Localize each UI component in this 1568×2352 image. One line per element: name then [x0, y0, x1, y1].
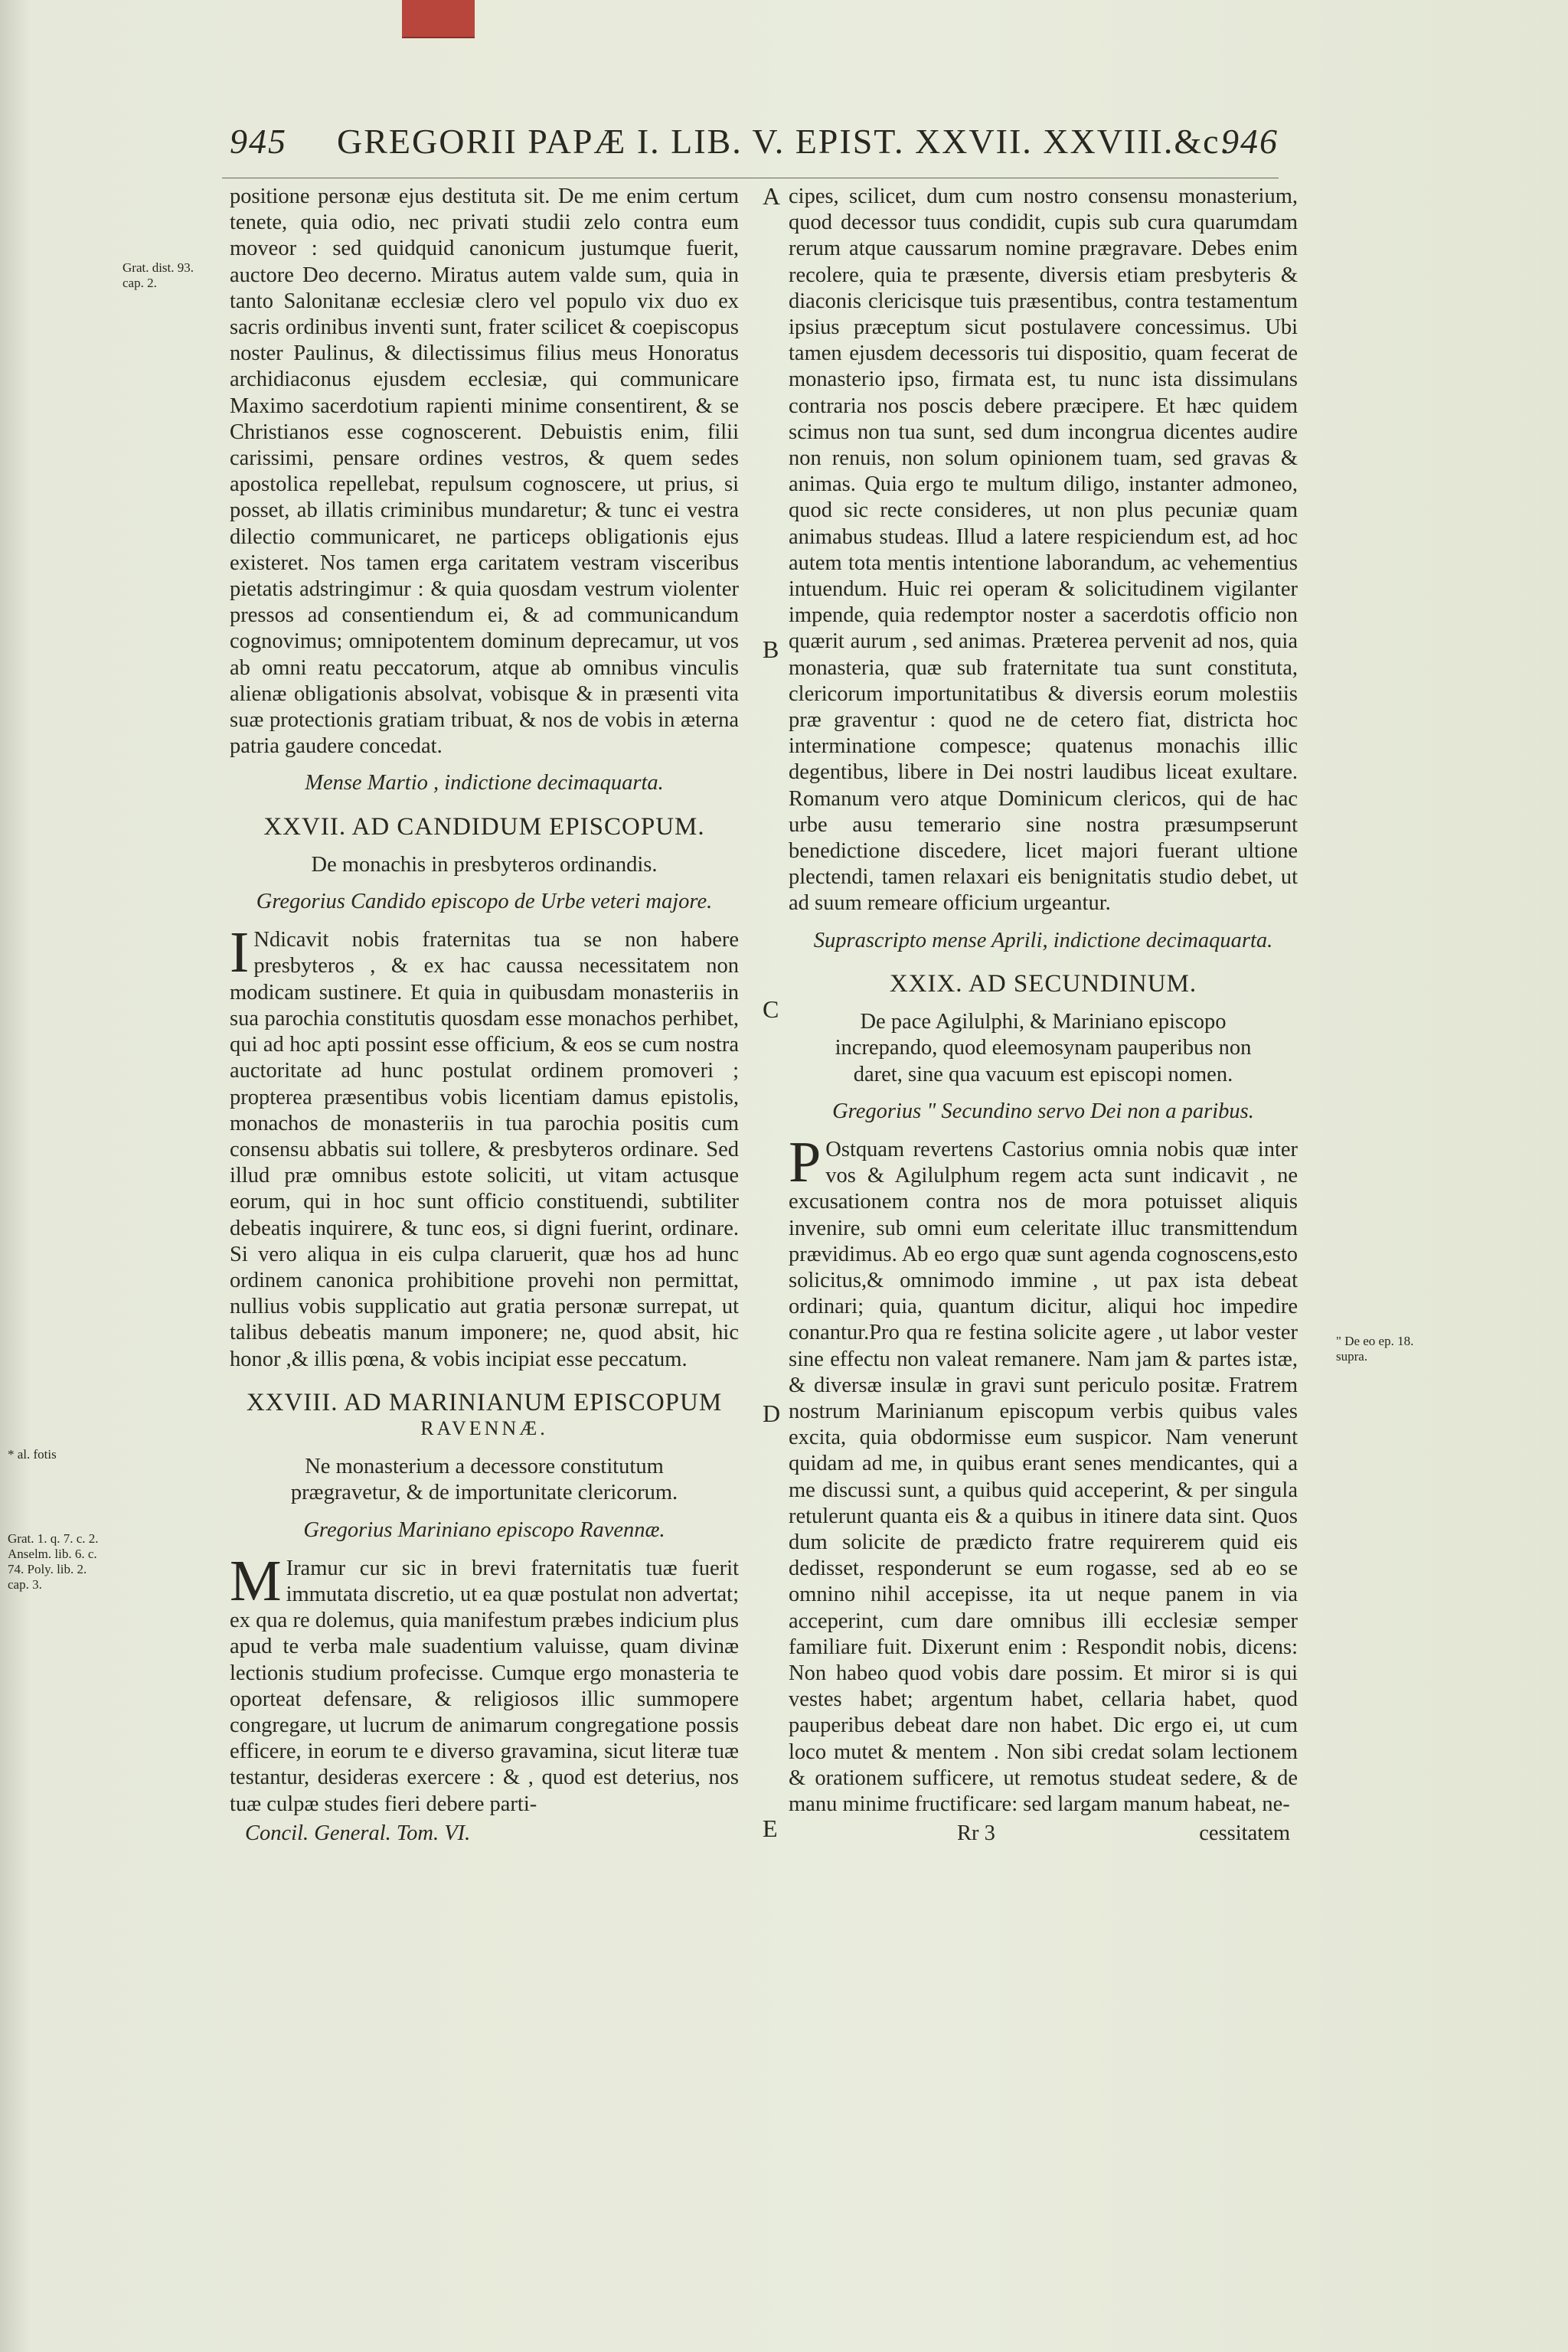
footer-line-right — [789, 1821, 1298, 1848]
margin-letter-d: D — [763, 1400, 781, 1427]
epistle-body-29: P Ostquam revertens Castorius omnia nobis quæ inter vos & Agilulphum regem acta sunt indicavit , ne excusationem contra nos de mora potuisset aliquis invenire, sub omni eum celeritate illuc transmittendum prævidimus. Ab eo ergo quæ sunt agenda cognoscens,esto solicitus,& omnimodo immine , ut pax ista debeat ordinari; quia, quantum dicitur, aliqui hoc impedire conantur.Pro qua re festina solicite agere , ut labor vester sine effectu non valeat remanere. Nam jam & partes istæ, & diversæ insulæ in gravi sunt periculo positæ. Fratrem nostrum Marinianum episcopum verbis quibus vales excita, quia obdormisse eum suspicor. Nam venerunt quidam ad me, in quibus erant senes mendicantes, qui a me discussi sunt, a quibus quid acceperint, & per singula retulerunt quanta eis & a quibus in itinere data sint. Quos dum solicite de prædicto fratre requirerem quid eis dedisset, responderunt se eum rogasse, sed ab eo se omnino nihil accepisse, ita ut neque panem in via acceperint, cum dare omnibus illi ecclesiæ semper familiare fuit. Dixerunt enim : Respondit nobis, dicens: Non habeo quod vobis dare possim. Et miror si is qui vestes habet; argentum habet, cellaria habet, quod pauperibus debeat dare non habet. Dic ergo ei, ut cum loco mutet & mentem . Non sibi credat solam lectionem & orationem sufficere, ut remotus studeat sedere, & de manu minime fructificare: sed largam manum habeat, ne- — [789, 1129, 1298, 1816]
date-line: Mense Martio , indictione decimaquarta. — [305, 771, 664, 795]
date-line-right: Suprascripto mense Aprili, indictione decimaquarta. — [813, 928, 1273, 952]
margin-note-al-fotis: * al. fotis — [8, 1447, 57, 1462]
margin-letter-a: A — [763, 182, 781, 210]
left-column — [230, 184, 739, 1847]
epistle-heading-27: XXVII. AD CANDIDUM EPISCOPUM. — [263, 812, 705, 841]
epistle-body-27: I Ndicavit nobis fraternitas tua se non habere presbyteros , & ex hac caussa necessitatem non modicam sustinere. Et quia in quibusdam monasteriis in sua parochia constitutis quosdam esse monachos perhibet, qui ad hoc apti possint esse officium, & eos se cum nostra auctoritate ad hunc postulat ordinem promoveri ; propterea præsentibus vobis licentiam damus epistolis, monachos de monasteriis in tua parochia positis cum consensu abbatis sui tollere, & presbyteros ordinare. Sed illud præ omnibus estote soliciti, ut vitam actusque eorum, qui in hoc sunt officio constituendi, subtiliter debeatis inquirere, & tunc eos, si digni fuerint, ordinare. Si vero aliqua in eis culpa claruerit, quæ hos ad hunc ordinem canonica prohibitione provehi non permittat, nullius vobis supplicatio aut gratia personæ surrepat, ut talibus debeatis manum imponere; ne, quod absit, hic honor ,& illis pœna, & vobis incipiat esse peccatum. — [230, 920, 739, 1371]
page-number-left: 945 — [230, 122, 287, 161]
salutation-29: Gregorius " Secundino servo Dei non a paribus. — [832, 1099, 1254, 1123]
margin-note-de-eo: " De eo ep. 18. supra. — [1336, 1334, 1414, 1364]
margin-letter-b: B — [763, 635, 779, 663]
running-header — [222, 121, 1279, 175]
running-title: GREGORII PAPÆ I. LIB. V. EPIST. XXVII. XXVIII.&c. — [337, 122, 1231, 161]
drop-cap-p: P — [789, 1129, 822, 1194]
bookmark-ribbon — [402, 0, 475, 38]
drop-cap-m: M — [230, 1548, 282, 1613]
epistle-summary-27: De monachis in presbyteros ordinandis. — [311, 852, 658, 877]
paragraph-continuation-right: cipes, scilicet, dum cum nostro consensu monasterium, quod decessor tuus condidit, cupis sub cura quarumdam rerum atque caussarum nomine prægravare. Debes enim recolere, quia te præsente, diversis etiam presbyteris & diaconis clericisque tuis præsentibus, contra testamentum ipsius præceptum sicut postulavere concessimus. Ubi tamen ejusdem decessoris tui dispositio, quam fecerat de monasterio ipso, firmata est, tu nunc ista dissimulans contraria nos poscis debere præcipere. Et hæc quidem scimus non tua sunt, sed dum incongrua dicentes audire non renuis, non solum opinionem tuam, sed gravas & animas. Quia ergo te multum diligo, instanter admoneo, quod sic recte consideres, ut non plus pecuniæ quam animabus studeas. Illud a latere respiciendum est, ad hoc autem tota mentis intentione laborandum, ac vehementius intuendum. Huic rei operam & solicitudinem vigilanter impende, quia redemptor noster a sacerdotis officio non quærit aurum , sed animas. Præterea pervenit ad nos, quia monasteria, quæ sub fraternitate tua sunt constituta, clericorum importunitatibus & diversis eorum molestiis præ graventur : quod ne de cetero fiat, districta hoc interminatione compesce; quatenus monachis illic degentibus, libere in Dei nostri laudibus liceat exultare. Romanum vero atque Dominicum clericos, qui de hac urbe ausu temerario sine nostra præsumpserunt benedictione discedere, licet majori fuerant ultione plectendi, tamen relaxari eis benignitatis studio debet, ut ad suum remeare officium urgeantur. — [789, 185, 1298, 916]
epistle-heading-28-city: RAVENNÆ. — [420, 1416, 548, 1439]
epistle-heading-29: XXIX. AD SECUNDINUM. — [889, 969, 1197, 998]
margin-letter-c: C — [763, 995, 779, 1023]
epistle-body-28: M Iramur cur sic in brevi fraternitatis tuæ fuerit immutata discretio, ut ea quæ postulat non advertat; ex qua re dolemus, quia manifestum præbes indicium plus apud te verba male suadentium valuisse, quam divinæ lectionis studium profecisse. Cumque ergo monasteria te oporteat defensare, & religiosos illic summopere congregare, ut lucrum de animarum congregatione possis efficere, in eorum te e diverso gravamina, sicut literæ tuæ testantur, desideras exercere : & , quod est deterius, nos tuæ culpæ studes fieri debere parti- — [230, 1548, 739, 1816]
signature-mark: Rr 3 — [957, 1821, 995, 1846]
margin-note-grat-anselm: Grat. 1. q. 7. c. 2. Anselm. lib. 6. c. 74. Poly. lib. 2. cap. 3. — [8, 1531, 99, 1592]
drop-cap-i: I — [230, 920, 250, 985]
paragraph-continuation: positione personæ ejus destituta sit. De me enim certum tenete, quia odio, nec privati studii zelo contra eum moveor : sed quidquid canonicum justumque fuerit, auctore Deo decerno. Miratus autem valde sum, quia in tanto Salonitanæ ecclesiæ clero vel populo vix duo ex sacris ordinibus inventi sunt, frater scilicet & coepiscopus noster Paulinus, & dilectissimus filius meus Honoratus archidiaconus ejusdem ecclesiæ, qui communicare Maximo sacerdotium rapienti minime consentirent, & se Christianos esse cognoscerent. Debuistis enim, filii carissimi, pensare ordines vestros, & quem sedes apostolica repellebat, repulsum cognoscere, ut prius, si posset, ab illatis criminibus mundaretur; & tunc ei vestra dilectio communicaret, ne particeps obligationis ejus existeret. Nos tamen erga caritatem vestram visceribus pietatis adstringimur : & quia quosdam vestrum violenter pressos ad consentiendum ei, & ad communicandum cognovimus; omnipotentem dominum deprecamur, ut vos ab omni reatu peccatorum, atque ab omnibus vinculis alienæ obligationis absolvat, vobisque & in præsenti vita suæ protectionis gratiam tribuat, & nos de vobis in æterna patria gaudere concedat. — [230, 185, 739, 759]
margin-note-grat-dist: Grat. dist. 93. cap. 2. — [122, 260, 194, 290]
salutation-28: Gregorius Mariniano episcopo Ravennæ. — [303, 1517, 665, 1542]
epistle-summary-28: Ne monasterium a decessore constitutum prægravetur, & de importunitate clericorum. — [290, 1455, 678, 1505]
right-column — [789, 184, 1298, 1848]
page-number-right: 946 — [1221, 122, 1279, 161]
epistle-summary-29: De pace Agilulphi, & Mariniano episcopo increpando, quod eleemosynam pauperibus non daret, sine qua vacuum est episcopi nomen. — [835, 1010, 1252, 1086]
epistle-heading-28: XXVIII. AD MARINIANUM EPISCOPUM — [246, 1388, 723, 1416]
salutation-27: Gregorius Candido episcopo de Urbe veteri majore. — [256, 890, 713, 914]
margin-letter-e: E — [763, 1815, 778, 1842]
footer-signature-left: Concil. General. Tom. VI. — [245, 1821, 471, 1845]
catchword: cessitatem — [1199, 1821, 1290, 1846]
